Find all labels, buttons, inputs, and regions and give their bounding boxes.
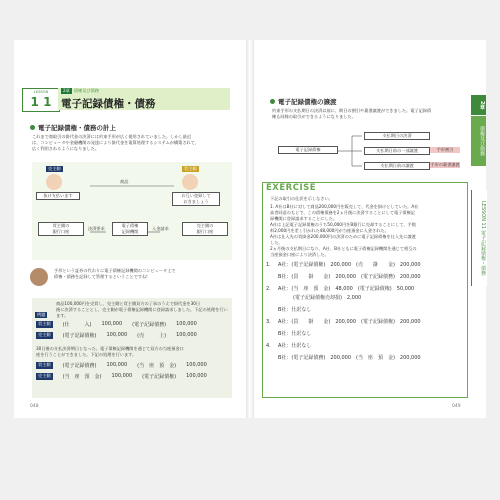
credit-amount: 100,000 — [186, 373, 207, 379]
settlement-diagram — [32, 162, 232, 260]
exercise-intro: 下記の取引の仕訳を示しなさい。 — [270, 196, 333, 201]
seller-tag: 売主側 — [48, 166, 61, 171]
para-line: 権も同様の取引ができるようになりました。 — [272, 114, 356, 119]
product-label: 商品 — [120, 179, 129, 184]
answer-text: B社：仕訳なし — [278, 307, 312, 313]
page-number-left: 048 — [30, 404, 39, 409]
answer-num — [266, 274, 274, 281]
page-title: 電子記録債権・債務 — [61, 98, 156, 110]
para-1 — [32, 134, 232, 152]
answer-row — [266, 331, 464, 338]
right-para — [272, 108, 462, 120]
flow-branch-2: 支払期日前の一部譲渡 — [364, 147, 430, 155]
example-tag: 例題 — [37, 312, 46, 317]
request-label: 決済要求 — [88, 226, 105, 231]
notice-label: 入金請求 — [152, 226, 169, 231]
example-tag-wrap — [35, 301, 47, 320]
debit-amount: 100,000 — [101, 321, 123, 327]
debit-account: (仕 入) — [62, 322, 92, 328]
debit-amount: 100,000 — [106, 332, 128, 338]
buyer-bank: 買主側の 銀行口座 — [38, 222, 84, 236]
section-heading-1 — [30, 123, 116, 132]
seller-bank: 売主側の 銀行口座 — [182, 222, 228, 236]
answer-text: (電子記録債権売却損) 2,000 — [278, 295, 362, 301]
example-line: 後に決済することとし、売主側が電子債権記録機関に登録請求しました。下記の処理を行います。 — [56, 307, 228, 318]
exercise-line: 2ヵ月後の支払期日になり、A社、B社ともに電子債権記録機関を通じて相互の — [270, 246, 417, 251]
transfer-flow — [272, 128, 462, 174]
entry-tag: 売主側 — [38, 332, 51, 337]
exercise-line: A社は仕入先の買掛金200,000円の決済のために電子記録債権を仕入先に譲渡 — [270, 234, 416, 239]
exercise-line: 1. A社はB社に対して商品200,000円を販売して、代金を掛けとしていた。A社 — [270, 204, 419, 209]
entry-tag: 買主側 — [38, 321, 51, 326]
journal-entry-3 — [36, 362, 207, 369]
lesson-label: LESSON — [33, 90, 49, 94]
lesson-box — [22, 88, 60, 112]
flow-branch-3: 支払期日前の譲渡 — [364, 162, 430, 170]
answer-row — [266, 319, 464, 326]
answer-text: A社：仕訳なし — [278, 343, 312, 349]
debit-account: (電子記録債務) — [62, 363, 97, 369]
example-line: 商品100,000円を売買し、売主側と買主側双方の了承のうえで掛代金を30日 — [56, 301, 201, 306]
note — [54, 268, 230, 280]
exercise-line: 料2,000円を差し引かれた48,000円が当座預金に入金された。 — [270, 228, 389, 233]
bubble-left: 抜け支払います — [36, 192, 80, 200]
chapter-sub: 債権及び債務 — [73, 88, 99, 93]
chapter-badge-row — [61, 88, 99, 94]
answer-text: A社：(当 座 預 金) 48,000 (電子記録債権) 50,000 — [278, 286, 415, 292]
credit-account: (売 上) — [137, 333, 167, 339]
seller-avatar — [46, 174, 62, 190]
exercise-line: した。 — [270, 240, 283, 245]
answer-text: B社：仕訳なし — [278, 331, 312, 337]
answer-num — [266, 355, 274, 362]
book-spine — [246, 40, 254, 418]
answer-row — [266, 343, 464, 350]
note-line: 債権・債務を記録して管理するということですね! — [54, 274, 148, 279]
credit-account: (電子記録債権) — [142, 374, 177, 380]
para-line: 広く利用されるようになりました。 — [32, 146, 100, 151]
buyer-tag: 買主側 — [184, 166, 197, 171]
flow-root: 電子記録債権 — [278, 146, 338, 154]
section-title: 電子記録債権・債務の計上 — [38, 124, 116, 132]
answer-num — [266, 331, 274, 338]
exercise-line: A社は上記電子記録債権のうち50,000円をB銀行に売却することにして、手数 — [270, 222, 416, 227]
flow-tag-2: 手形割引 — [430, 147, 460, 153]
answer-list — [266, 262, 464, 362]
answer-num: 1. — [266, 262, 271, 268]
credit-amount: 100,000 — [176, 332, 197, 338]
para-line: 30日後の支払決済期日となった。電子債権記録機関を通じて双方の当座預金口 — [36, 346, 184, 351]
answer-text: B社：(電子記録債務) 200,000 (当 座 預 金) 200,000 — [278, 355, 421, 361]
flow-branch-1: 支払期日の決済 — [364, 132, 430, 140]
journal-entry-1 — [36, 321, 197, 328]
answer-num: 2. — [266, 286, 271, 292]
debit-amount: 100,000 — [111, 373, 133, 379]
exercise-line: 録機関に登録請求することにした。 — [270, 216, 338, 221]
exercise-line: 高者同意のもとで、この債権債務を2ヵ月後に決済することにして電子債権記 — [270, 210, 415, 215]
journal-entry-4 — [36, 373, 207, 380]
answer-row — [266, 262, 464, 269]
answer-text: A社：(買 掛 金) 200,000 (電子記録債権) 200,000 — [278, 319, 421, 325]
answer-num: 3. — [266, 319, 271, 325]
debit-amount: 100,000 — [106, 362, 128, 368]
exercise-items — [270, 204, 462, 258]
side-tab-lesson: LESSON 11 電子記録債権・債務 — [471, 190, 487, 286]
lesson-number: 1 1 — [30, 95, 52, 109]
bullet-icon — [270, 99, 275, 104]
answer-num — [266, 307, 274, 314]
para-line: 約束手形の支払期日の決済以前に、期日の割引や裏書譲渡ができました。電子記録債 — [272, 108, 432, 113]
buyer-avatar — [182, 174, 198, 190]
para-line: これまで商取引の掛代金の決済には約束手形が広く使用されていました。しかし最近 — [32, 134, 192, 139]
answer-text: A社：(電子記録債権) 200,000 (売 掛 金) 200,000 — [278, 262, 421, 268]
answer-row — [266, 286, 464, 293]
para-2 — [36, 346, 228, 358]
section-heading-2 — [270, 97, 337, 106]
exercise-line: 当座預金口座により決済した。 — [270, 252, 329, 257]
answer-num — [266, 295, 274, 302]
answer-row — [266, 307, 464, 314]
note-line: 手形という証券の代わりに電子債権記録機関のコンピュータ上で — [54, 268, 176, 273]
credit-account: (当 座 預 金) — [137, 363, 177, 369]
diagram-lines — [32, 162, 232, 260]
answer-text: B社：(買 掛 金) 200,000 (電子記録債務) 200,000 — [278, 274, 421, 280]
bubble-right: お互い登録して おきましょう — [172, 192, 220, 206]
example-text — [56, 301, 228, 319]
debit-account: (当 座 預 金) — [62, 374, 102, 380]
side-tab-section: 債権及び債務 — [471, 116, 486, 166]
credit-amount: 100,000 — [176, 321, 197, 327]
exercise-title: EXERCISE — [266, 183, 317, 193]
flow-tag-3: 手形の裏書譲渡 — [430, 162, 460, 167]
character-icon — [30, 268, 48, 286]
credit-account: (電子記録債務) — [132, 322, 167, 328]
answer-row — [266, 274, 464, 281]
page-number-right: 049 — [452, 404, 461, 409]
org-box: 電子債権 記録機関 — [112, 222, 148, 236]
answer-row — [266, 295, 464, 302]
side-tab-chapter: 2章 — [471, 95, 486, 115]
entry-tag: 売主側 — [38, 373, 51, 378]
debit-account: (電子記録債権) — [62, 333, 97, 339]
bullet-icon — [30, 125, 35, 130]
para-line: は、コンピュータや金融機関の発達により掛代金を電算処理するシステムが構築されて、 — [32, 140, 200, 145]
entry-tag: 買主側 — [38, 362, 51, 367]
journal-entry-2 — [36, 332, 197, 339]
para-line: 座を行うことができました。下記の処理を行います。 — [36, 352, 137, 357]
chapter-badge: 2章 — [63, 88, 70, 93]
answer-row — [266, 355, 464, 362]
answer-num: 4. — [266, 343, 271, 349]
credit-amount: 100,000 — [186, 362, 207, 368]
section-title: 電子記録債権の譲渡 — [278, 98, 337, 106]
